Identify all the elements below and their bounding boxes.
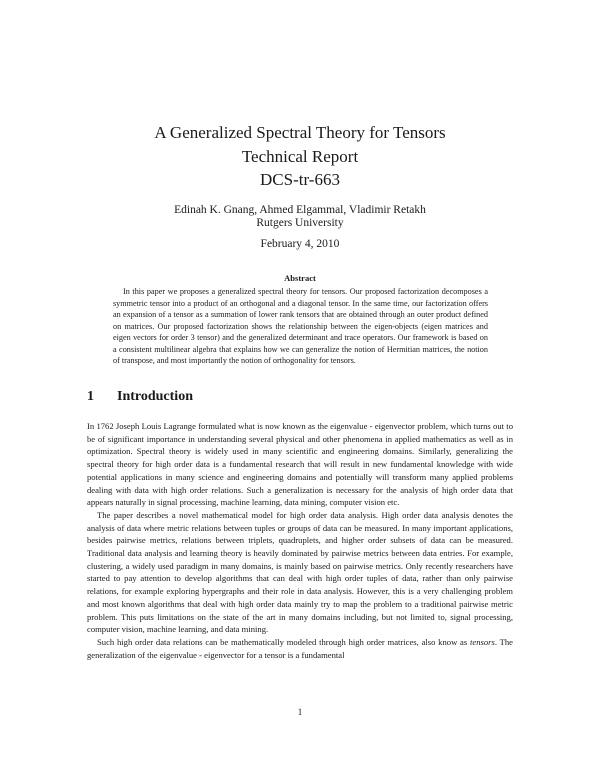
section-body: [87, 420, 513, 661]
section-number: 1: [87, 389, 94, 404]
paragraph-3-end: . The generalization of the eigenvalue - eigenvector for a tensor is a fundamental: [87, 636, 513, 660]
section-title: Introduction: [117, 389, 193, 404]
paragraph-3-emphasis: tensors: [470, 636, 495, 647]
paper-title-line-3: DCS-tr-663: [260, 170, 340, 189]
paragraph-1: In 1762 Joseph Louis Lagrange formulated what is now known as the eigenvalue - eigenvector problem, which turns out to be of significant importance in understanding several physical and other phenomena in applied mathematics as well as in optimization. Spectral theory is widely used in many scientific and engineering domains. Similarly, generalizing the spectral theory for high order data is a fundamental research that will result in new fundamental knowledge with wide potential applications in many science and engineering domains and potentially will transform many applied problems dealing with data with high order relations. Such a generalization is necessary for the analysis of high order data that appears naturally in signal processing, machine learning, data mining, computer vision etc.: [87, 421, 513, 508]
paragraph-3-start: Such high order data relations can be mathematically modeled through high order matrices, also know as: [97, 636, 468, 647]
paper-title-line-1: A Generalized Spectral Theory for Tensors: [154, 123, 446, 142]
section-heading: [87, 389, 193, 405]
abstract-heading: Abstract: [284, 273, 316, 283]
abstract-text: In this paper we proposes a generalized spectral theory for tensors. Our proposed factorization decomposes a symmetric tensor into a product of an orthogonal and a diagonal tensor. In the same time, our factorization offers an expansion of a tensor as a summation of lower rank tensors that are obtained through an outer product defined on matrices. Our proposed factorization shows the relationship between the eigen-objects (eigen matrices and eigen vectors for order 3 tensor) and the generalized determinant and trace operators. Our framework is based on a consistent multilinear algebra that explains how we can generalize the notion of Hermitian matrices, the notion of transpose, and most importantly the notion of orthogonality for tensors.: [113, 287, 488, 365]
paragraph-3: [87, 636, 513, 661]
paper-date: February 4, 2010: [260, 238, 340, 250]
author-names: Edinah K. Gnang, Ahmed Elgammal, Vladimir Retakh: [174, 204, 426, 216]
page-number: 1: [297, 707, 303, 717]
author-affiliation: Rutgers University: [256, 217, 344, 229]
paper-title-line-2: Technical Report: [241, 147, 359, 166]
paragraph-2: The paper describes a novel mathematical model for high order data analysis. High order data analysis denotes the analysis of data where metric relations between tuples or groups of data can be measured. In many important applications, besides pairwise metrics, relations between triplets, quadruplets, and higher order subsets of data can be measured. Traditional data analysis and learning theory is heavily dominated by pairwise metrics between data entries. For example, clustering, a widely used paradigm in many domains, is mainly based on pairwise metrics. Only recently researchers have started to pay attention to develop algorithms that can deal with high order tuples of data, rather than only pairwise relations, for example exploring hypergraphs and their role in data analysis. However, this is a very challenging problem and most known algorithms that deal with high order data mainly try to map the problem to a traditional pairwise metric problem. This puts limitations on the state of the art in many domains including, but not limited to, signal processing, computer vision, machine learning, and data mining.: [87, 509, 513, 635]
